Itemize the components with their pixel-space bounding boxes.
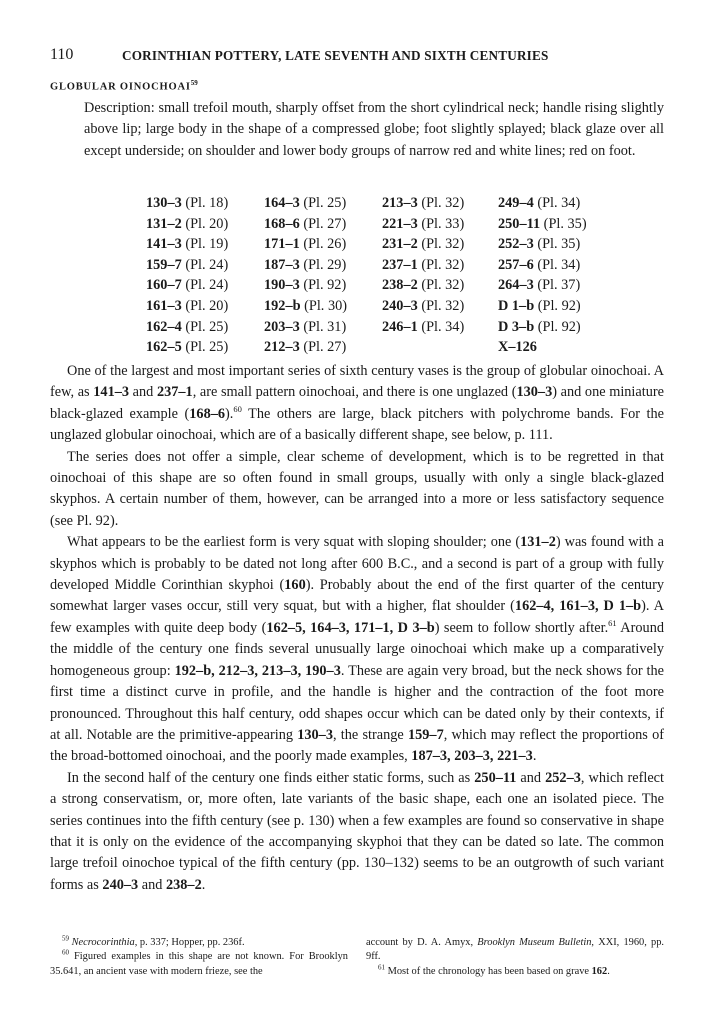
- catalogue-number: 249–4: [498, 195, 534, 211]
- plate-reference: (Pl. 19): [181, 236, 229, 253]
- plate-reference: (Pl. 35): [540, 215, 587, 232]
- catalogue-entry: [264, 214, 347, 235]
- plate-reference: (Pl. 30): [300, 297, 348, 314]
- body-paragraph: [50, 768, 664, 896]
- catalogue-entry: [264, 296, 347, 317]
- catalogue-entry: [498, 337, 587, 358]
- text-run: In the second half of the century one finds either static forms, such as: [67, 769, 475, 786]
- body-paragraph: [50, 447, 664, 533]
- catalogue-entry: [382, 193, 464, 214]
- footnote-61: $^{61}$ Most of the chronology has been based on grave 162.: [378, 963, 610, 977]
- catalogue-number: 221–3: [382, 215, 418, 232]
- running-header: [50, 46, 664, 66]
- catalogue-number: 213–3: [382, 195, 418, 211]
- text-run: The series does not offer a simple, clear scheme of development, which is to be regretted in that oinochoai of this shape are so often found in small groups, usually with only a single black-glazed skyphos. A certain number of them, however, can be arranged into a more or less satisfactory sequence (see Pl. 92).: [50, 448, 664, 529]
- catalogue-entry: [382, 296, 464, 317]
- catalogue-entry: [146, 296, 228, 317]
- vase-reference: 187–3, 203–3, 221–3: [411, 748, 533, 765]
- body-text: [50, 361, 664, 896]
- catalogue-number: 237–1: [382, 256, 418, 273]
- plate-reference: (Pl. 27): [299, 215, 347, 232]
- plate-reference: (Pl. 25): [181, 318, 229, 335]
- page-number: 110: [50, 46, 74, 63]
- catalogue-number: 252–3: [498, 236, 534, 253]
- text-run: ) was found with a skyphos which is probably to be dated not long after 600 B.C., and a second is part of a group with fully developed Middle Corinthian skyphoi (: [50, 534, 664, 594]
- plate-reference: (Pl. 25): [181, 339, 229, 356]
- vase-reference: 130–3: [297, 726, 333, 743]
- catalogue-entry: [146, 214, 228, 235]
- vase-reference: 252–3: [545, 769, 581, 786]
- plate-reference: (Pl. 92): [299, 277, 347, 294]
- catalogue-number: 159–7: [146, 256, 182, 273]
- footnote-citation: Brooklyn Museum Bulletin: [477, 937, 592, 948]
- text-run: ). Probably about the end of the first quarter of the century somewhat larger vases occur, still very squat, but with a higher, flat shoulder (: [50, 577, 664, 615]
- section-title: GLOBULAR OINOCHOAI: [50, 81, 191, 93]
- plate-reference: (Pl. 31): [299, 318, 347, 335]
- footnote-ref: 60: [233, 404, 242, 415]
- catalogue-entry: [264, 234, 347, 255]
- catalogue-number: D 3–b: [498, 318, 535, 335]
- plate-reference: (Pl. 32): [417, 256, 465, 273]
- catalogue-entry: [146, 275, 228, 296]
- text-run: ). A few examples with quite deep body (: [50, 598, 664, 636]
- plate-reference: (Pl. 25): [299, 195, 347, 211]
- catalogue-entry: [264, 255, 347, 276]
- vase-reference: 240–3: [102, 876, 139, 893]
- catalogue-entry: [382, 214, 464, 235]
- catalogue-entry: [264, 193, 347, 214]
- vase-reference: 250–11: [474, 769, 517, 786]
- text-run: ).: [225, 405, 234, 422]
- plate-reference: (Pl. 34): [417, 318, 465, 335]
- text-run: and: [516, 769, 546, 786]
- catalogue-number: X–126: [498, 339, 537, 356]
- catalogue-number: 238–2: [382, 277, 418, 294]
- plate-reference: (Pl. 35): [533, 236, 581, 253]
- plate-reference: (Pl. 37): [533, 277, 581, 294]
- plate-reference: (Pl. 34): [533, 256, 581, 273]
- vase-reference: 131–2: [520, 534, 556, 551]
- footnote-60-continued: account by D. A. Amyx, Brooklyn Museum Bulletin, XXI, 1960, pp. 9ff.: [366, 937, 664, 963]
- catalogue-entry: [382, 255, 464, 276]
- catalogue-number: 190–3: [264, 277, 300, 294]
- catalogue-number: 130–3: [146, 195, 182, 211]
- catalogue-entry: [498, 275, 587, 296]
- text-run: .: [532, 748, 537, 765]
- plate-reference: (Pl. 24): [181, 277, 229, 294]
- catalogue-number: 264–3: [498, 277, 534, 294]
- catalogue-entry: [264, 337, 347, 358]
- catalogue-number: 168–6: [264, 215, 300, 232]
- footnote-59: $^{59}$ Necrocorinthia, p. 337; Hopper, pp. 236f.: [62, 934, 245, 948]
- catalogue-entry: [146, 337, 228, 358]
- catalogue-number: 246–1: [382, 318, 418, 335]
- vase-reference: 162–4, 161–3, D 1–b: [514, 598, 642, 615]
- catalogue-entry: [146, 255, 228, 276]
- plate-reference: (Pl. 92): [534, 318, 581, 335]
- catalogue-entry: [498, 214, 587, 235]
- text-run: .: [201, 876, 206, 893]
- vase-reference: 238–2: [165, 876, 202, 893]
- vase-reference: 160: [284, 577, 306, 594]
- description-paragraph: Description: small trefoil mouth, sharply offset from the short cylindrical neck; handle rising slightly above lip; large body in the shape of a compressed globe; foot slightly splayed; black glaze over all except underside; on shoulder and lower body groups of narrow red and white lines; red on foot.: [84, 100, 664, 159]
- text-run: The others are large, black pitchers with polychrome bands. For the unglazed globular oinochoai, which are of a basically different shape, see below, p. 111.: [50, 405, 664, 444]
- plate-reference: (Pl. 32): [417, 297, 465, 314]
- catalogue-entry: [498, 255, 587, 276]
- plate-reference: (Pl. 20): [181, 297, 229, 314]
- catalogue-number: 250–11: [498, 215, 541, 232]
- vase-reference: 192–b, 212–3, 213–3, 190–3: [174, 662, 341, 679]
- catalogue-entry: [382, 275, 464, 296]
- vase-reference: 162–5, 164–3, 171–1, D 3–b: [266, 619, 435, 636]
- vase-reference: 130–3: [516, 384, 553, 401]
- text-run: What appears to be the earliest form is very squat with sloping shoulder; one (: [67, 534, 521, 551]
- vase-reference: 159–7: [407, 726, 444, 743]
- text-run: , which may reflect the proportions of the broad-bottomed oinochoai, and the poorly made examples,: [50, 726, 664, 765]
- catalogue-number: 203–3: [264, 318, 300, 335]
- footnote-number: 61: [378, 963, 385, 972]
- catalogue-entry: [146, 317, 228, 338]
- plate-reference: (Pl. 32): [417, 236, 465, 253]
- plate-reference: (Pl. 33): [417, 215, 465, 232]
- catalogue-number: 162–5: [146, 339, 182, 356]
- text-run: ) seem to follow shortly after.: [434, 619, 609, 636]
- footnote-60: $^{60}$ Figured examples in this shape are not known. For Brooklyn 35.641, an ancient vase with modern frieze, see the: [50, 948, 348, 977]
- catalogue-entry: [146, 234, 228, 255]
- catalogue-number: 192–b: [264, 297, 301, 314]
- text-run: . These are again very broad, but the neck shows for the first time a distinct curve in profile, and the handle is higher and the contraction of the foot more pronounced. Throughout this half century, odd shapes occur which can be dated only by their contexts, if at all. Notable are the primitive-appearing: [50, 662, 665, 743]
- catalogue-entry: [264, 275, 347, 296]
- catalogue-number: 212–3: [264, 339, 300, 356]
- plate-reference: (Pl. 34): [533, 195, 581, 211]
- catalogue-entry: [146, 193, 228, 214]
- catalogue-column-4: [498, 193, 587, 358]
- plate-reference: (Pl. 18): [181, 195, 229, 211]
- catalogue-entry: [498, 234, 587, 255]
- plate-reference: (Pl. 20): [181, 215, 229, 232]
- catalogue-number: 257–6: [498, 256, 534, 273]
- text-run: , are small pattern oinochoai, and there is one unglazed (: [192, 384, 517, 401]
- catalogue-number: 164–3: [264, 195, 300, 211]
- catalogue-entry: [264, 317, 347, 338]
- footnotes-right: [366, 936, 664, 979]
- body-paragraph: [50, 532, 664, 767]
- plate-reference: (Pl. 27): [299, 339, 347, 356]
- text-run: Around the middle of the century one finds several unusually large oinochoai which make up a comparatively homogeneous group:: [50, 619, 664, 679]
- section-heading: [50, 79, 198, 93]
- catalogue-number: 231–2: [382, 236, 418, 253]
- catalogue-entry: [498, 317, 587, 338]
- text-run: One of the largest and most important series of sixth century vases is the group of globular oinochoai. A few, as: [50, 363, 664, 401]
- footnote-number: 60: [62, 948, 69, 957]
- catalogue-number: D 1–b: [498, 297, 535, 314]
- section-note-ref: 59: [190, 79, 198, 87]
- catalogue-entry: [498, 296, 587, 317]
- catalogue-entry: [382, 234, 464, 255]
- catalogue-number: 161–3: [146, 297, 182, 314]
- running-title: CORINTHIAN POTTERY, LATE SEVENTH AND SIXTH CENTURIES: [122, 48, 549, 63]
- catalogue-column-2: [264, 193, 347, 358]
- catalogue-column-1: [146, 193, 228, 358]
- plate-reference: (Pl. 92): [534, 297, 581, 314]
- catalogue-number: 240–3: [382, 297, 418, 314]
- text-run: ) and one miniature black-glazed example (: [50, 384, 664, 422]
- catalogue-number: 187–3: [264, 256, 300, 273]
- plate-reference: (Pl. 32): [417, 195, 465, 211]
- body-paragraph: [50, 361, 664, 447]
- catalogue-number: 171–1: [264, 236, 300, 253]
- vase-reference: 168–6: [189, 405, 226, 422]
- plate-reference: (Pl. 32): [417, 277, 465, 294]
- catalogue-number: 141–3: [146, 236, 182, 253]
- catalogue-number: 160–7: [146, 277, 182, 294]
- footnotes-left: [50, 936, 348, 979]
- footnote-ref: 61: [608, 618, 617, 629]
- catalogue-number: 131–2: [146, 215, 182, 232]
- plate-reference: (Pl. 29): [299, 256, 347, 273]
- plate-reference: (Pl. 26): [299, 236, 347, 253]
- catalogue-column-3: [382, 193, 464, 337]
- catalogue-entry: [498, 193, 587, 214]
- footnote-number: 59: [62, 934, 69, 943]
- text-run: , which reflect a strong conservatism, or, more often, late variants of the basic shape, each one an isolated piece. The series continues into the fifth century (see p. 130) when a few examples are found so conservative in shape that it is only on the evidence of the accompanying skyphoi that they can be dated so late. The common large trefoil oinochoe typical of the fifth century (pp. 130–132) seems to be an outgrowth of such variant forms as: [50, 769, 664, 893]
- footnote-citation: Necrocorinthia: [71, 937, 135, 948]
- vase-reference: 141–3: [93, 384, 130, 401]
- catalogue-number: 162–4: [146, 318, 182, 335]
- vase-reference: 237–1: [156, 384, 193, 401]
- text-run: and: [138, 876, 166, 893]
- text-run: and: [129, 384, 157, 401]
- plate-reference: (Pl. 24): [181, 256, 229, 273]
- catalogue-entry: [382, 317, 464, 338]
- text-run: , the strange: [332, 726, 408, 743]
